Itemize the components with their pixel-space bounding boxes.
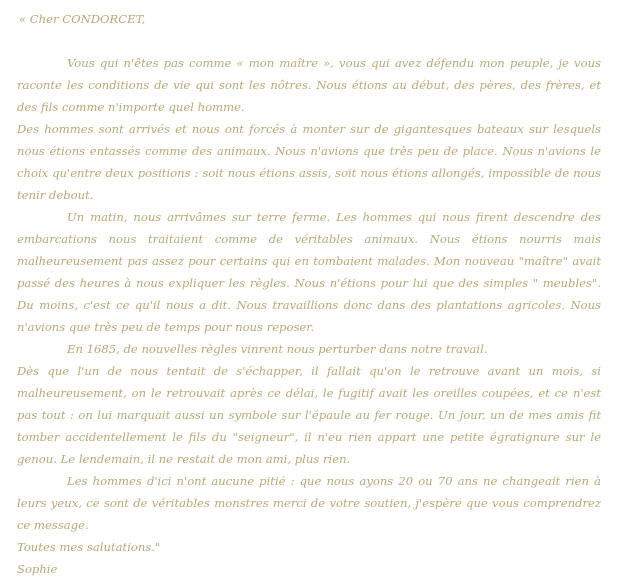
letter-paragraph: Les hommes d'ici n'ont aucune pitié : que nous ayons 20 ou 70 ans ne changeait rien à leurs yeux, ce sont de véritables monstres merci de votre soutien, j'espère que vous comprendrez ce message. — [17, 474, 601, 532]
letter-paragraph: Un matin, nous arrivâmes sur terre ferme. Les hommes qui nous firent descendre des embarcations nous traitaient comme de véritables animaux. Nous étions nourris mais malheureusement pas assez pour certains qui en tombaient malades. Mon nouveau "maître" avait passé des heures à nous expliquer les règles. Nous n'étions pour lui que des simples " meubles". Du moins, c'est ce qu'il nous a dit. Nous travaillions donc dans des plantations agricoles. Nous n'avions que très peu de temps pour nous reposer. — [17, 210, 601, 334]
letter-paragraph: Des hommes sont arrivés et nous ont forcés à monter sur de gigantesques bateaux sur lesquels nous étions entassés comme des animaux. Nous n'avions que très peu de place. Nous n'avions le choix qu'entre deux positions : soit nous étions assis, soit nous étions allongés, impossible de nous tenir debout. — [17, 122, 601, 202]
letter-paragraph: En 1685, de nouvelles règles vinrent nous perturber dans notre travail. — [67, 342, 488, 356]
letter-paragraph: Toutes mes salutations." — [17, 540, 161, 554]
letter-salutation: « Cher CONDORCET, — [19, 12, 146, 26]
letter-paragraph: Sophie — [17, 562, 58, 576]
letter-paragraphs — [17, 52, 601, 580]
letter-paragraph: Dès que l'un de nous tentait de s'échapper, il fallait qu'on le retrouve avant un mois, si malheureusement, on le retrouvait après ce délai, le fugitif avait les oreilles coupées, et ce n'est pas tout : on lui marquait aussi un symbole sur l'épaule au fer rouge. Un jour, un de mes amis fit tomber accidentellement le fils du "seigneur", il n'eu rien appart une petite égratignure sur le genou. Le lendemain, il ne restait de mon ami, plus rien. — [17, 364, 601, 466]
letter-paragraph: Vous qui n'êtes pas comme « mon maître », vous qui avez défendu mon peuple, je vous raconte les conditions de vie qui sont les nôtres. Nous étions au début, des pères, des frères, et des fils comme n'importe quel homme. — [17, 56, 601, 114]
letter-body — [17, 8, 601, 580]
